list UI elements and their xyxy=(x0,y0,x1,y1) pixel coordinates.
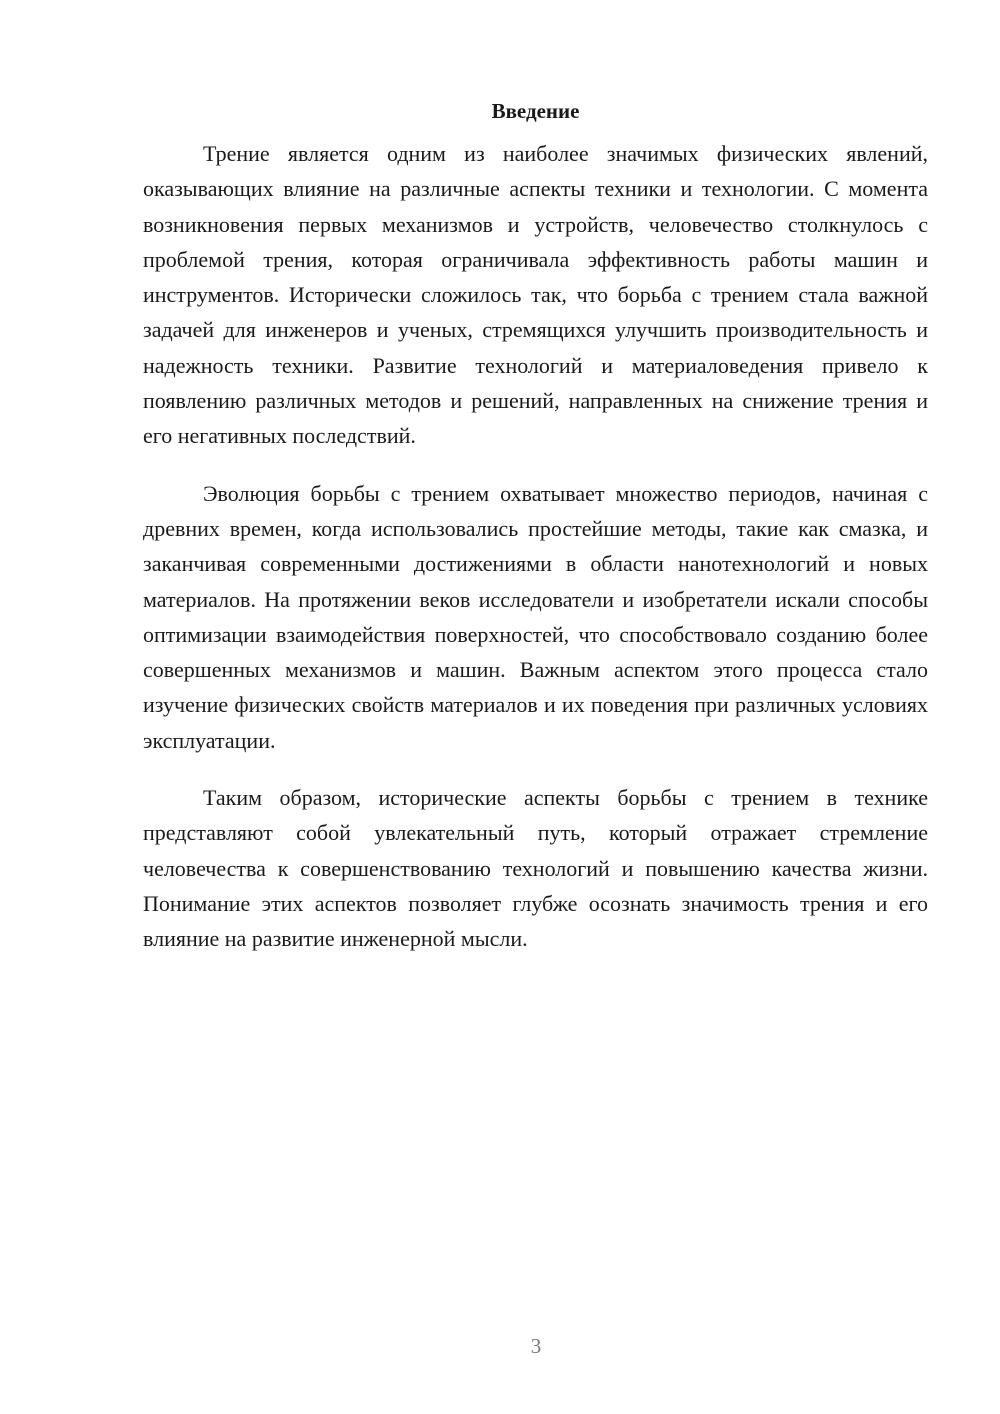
paragraph-2: Эволюция борьбы с трением охватывает множество периодов, начиная с древних времен, когда использовались простейшие методы, такие как смазка, и заканчивая современными достижениями в области нанотехнологий и новых материалов. На протяжении веков исследователи и изобретатели искали способы оптимизации взаимодействия поверхностей, что способствовало созданию более совершенных механизмов и машин. Важным аспектом этого процесса стало изучение физических свойств материалов и их поведения при различных условиях эксплуатации. xyxy=(143,480,928,753)
paragraph-3: Таким образом, исторические аспекты борьбы с трением в технике представляют собой увлекательный путь, который отражает стремление человечества к совершенствованию технологий и повышению качества жизни. Понимание этих аспектов позволяет глубже осознать значимость трения и его влияние на развитие инженерной мысли. xyxy=(143,785,928,952)
section-heading: Введение xyxy=(491,99,580,123)
page-content xyxy=(143,96,928,979)
page-number: 3 xyxy=(530,1334,542,1358)
paragraph-1: Трение является одним из наиболее значимых физических явлений, оказывающих влияние на различные аспекты техники и технологии. С момента возникновения первых механизмов и устройств, человечество столкнулось с проблемой трения, которая ограничивала эффективность работы машин и инструментов. Исторически сложилось так, что борьба с трением стала важной задачей для инженеров и ученых, стремящихся улучшить производительность и надежность техники. Развитие технологий и материаловедения привело к появлению различных методов и решений, направленных на снижение трения и его негативных последствий. xyxy=(143,141,928,449)
